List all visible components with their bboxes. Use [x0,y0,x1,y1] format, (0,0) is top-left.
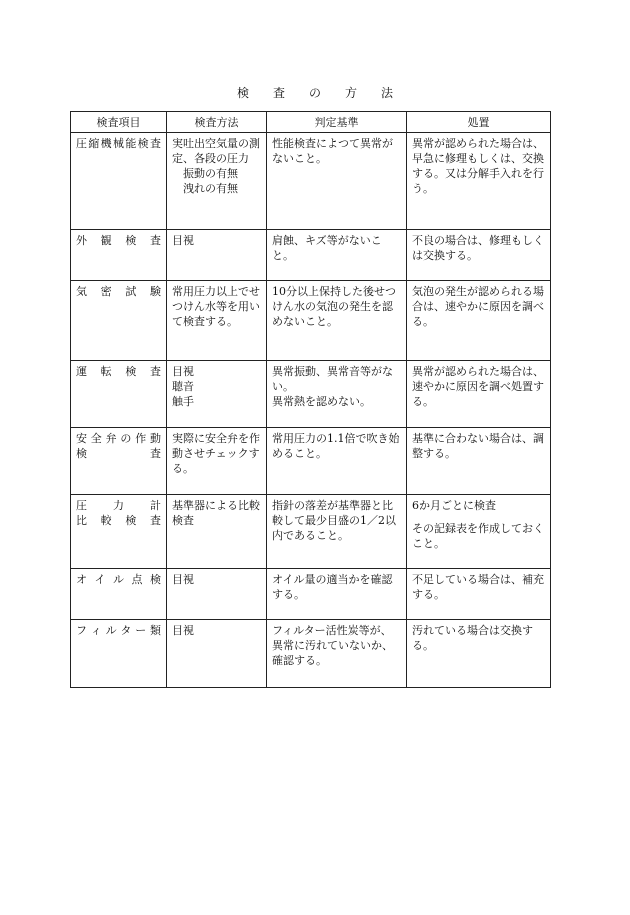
header-method: 検査方法 [167,112,267,133]
cell-action: 異常が認められた場合は、速やかに原因を調べ処置する。 [407,361,551,428]
cell-criteria: オイル量の適当かを確認する。 [267,569,407,620]
table-row [71,281,551,361]
cell-method: 実際に安全弁を作動させチェックする。 [167,428,267,495]
table-row [71,569,551,620]
cell-action: 気泡の発生が認められる場合は、速やかに原因を調べる。 [407,281,551,361]
table-row [71,620,551,688]
cell-item: 外 観 検 査 [71,230,167,281]
cell-action: 不足している場合は、補充する。 [407,569,551,620]
inspection-table [70,111,551,688]
cell-item: 圧縮機械能検査 [71,133,167,230]
cell-criteria: 性能検査によつて異常がないこと。 [267,133,407,230]
table-row [71,428,551,495]
cell-action: 汚れている場合は交換する。 [407,620,551,688]
cell-method: 目視 聴音 触手 [167,361,267,428]
cell-criteria: 指針の落差が基準器と比較して最少目盛の1／2以内であること。 [267,495,407,569]
table-row [71,495,551,569]
header-action: 処置 [407,112,551,133]
header-criteria: 判定基準 [267,112,407,133]
cell-method: 基準器による比較検査 [167,495,267,569]
cell-method: 常用圧力以上でせつけん水等を用いて検査する。 [167,281,267,361]
cell-method: 目視 [167,230,267,281]
cell-criteria: 常用圧力の1.1倍で吹き始めること。 [267,428,407,495]
cell-action: 異常が認められた場合は、早急に修理もしくは、交換する。又は分解手入れを行う。 [407,133,551,230]
table-row [71,133,551,230]
cell-action: 基準に合わない場合は、調整する。 [407,428,551,495]
cell-item: 安全弁の作動 検 査 [71,428,167,495]
table-row [71,361,551,428]
cell-item: フ ィ ル タ ー 類 [71,620,167,688]
cell-criteria: 異常振動、異常音等がない。 異常熱を認めない。 [267,361,407,428]
header-item: 検査項目 [71,112,167,133]
cell-item: 運 転 検 査 [71,361,167,428]
cell-method: 目視 [167,569,267,620]
cell-item: 圧 力 計 比 較 検 査 [71,495,167,569]
table-row [71,230,551,281]
cell-criteria: 10分以上保持した後せつけん水の気泡の発生を認めないこと。 [267,281,407,361]
cell-method: 実吐出空気量の測定、各段の圧力 振動の有無 洩れの有無 [167,133,267,230]
page-title: 検 査 の 方 法 [236,86,393,100]
cell-method: 目視 [167,620,267,688]
cell-action: 6か月ごとに検査 その記録表を作成しておくこと。 [407,495,551,569]
cell-action: 不良の場合は、修理もしくは交換する。 [407,230,551,281]
table-header-row [71,112,551,133]
cell-item: 気 密 試 験 [71,281,167,361]
cell-item: オ イ ル 点 検 [71,569,167,620]
cell-criteria: フィルター活性炭等が、異常に汚れていないか、確認する。 [267,620,407,688]
cell-criteria: 肩蝕、キズ等がないこと。 [267,230,407,281]
